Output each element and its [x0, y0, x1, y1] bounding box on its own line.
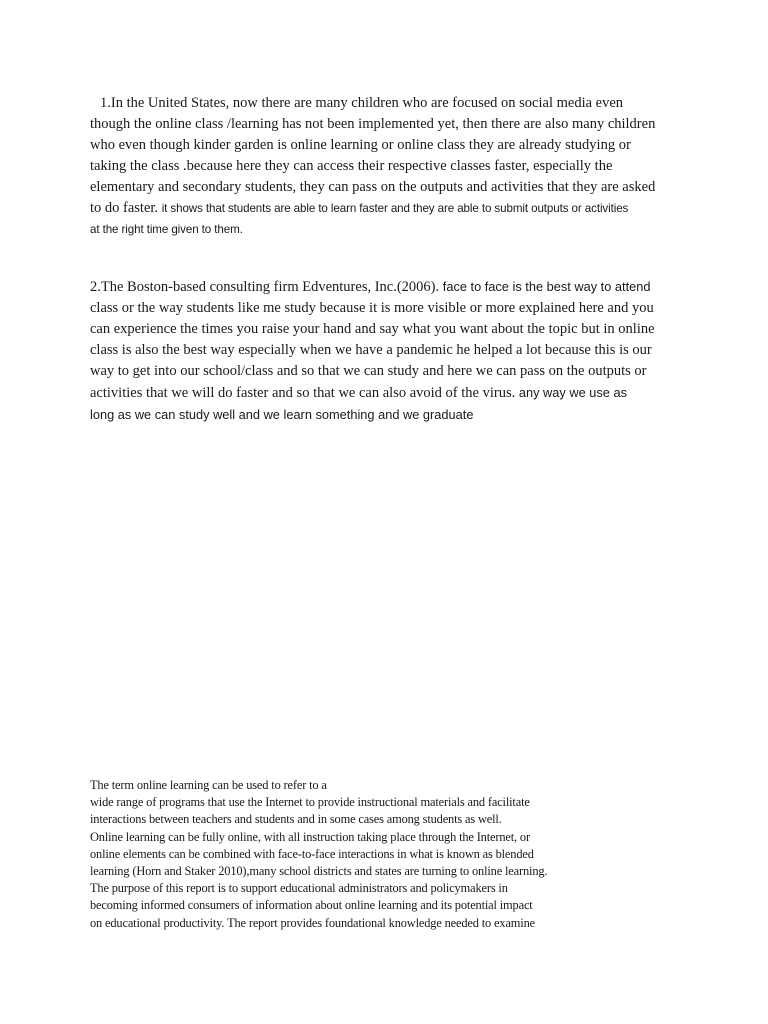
paragraph-3-line: interactions between teachers and students and in some cases among students as well.: [90, 812, 502, 827]
paragraph-1-line: though the online class /learning has not been implemented yet, then there are also many children: [90, 116, 656, 132]
paragraph-2-text-sans: face to face is the best way to attend: [442, 279, 651, 294]
paragraph-3-line: becoming informed consumers of information about online learning and its potential impact: [90, 898, 533, 913]
paragraph-2-line-mixed: [90, 276, 710, 298]
paragraph-1-text-serif: to do faster.: [90, 200, 159, 216]
paragraph-2-line: can experience the times you raise your hand and say what you want about the topic but in online: [90, 321, 655, 337]
paragraph-2-text-serif: activities that we will do faster and so that we can also avoid of the virus.: [90, 385, 516, 401]
paragraph-2-citation: 2.The Boston-based consulting firm Edventures, Inc.(2006).: [90, 279, 440, 295]
paragraph-3-line: online elements can be combined with face-to-face interactions in what is known as blended: [90, 846, 534, 861]
paragraph-3-line: on educational productivity. The report provides foundational knowledge needed to examine: [90, 915, 535, 930]
paragraph-3-line: The term online learning can be used to refer to a: [90, 778, 327, 792]
paragraph-3-line: Online learning can be fully online, with all instruction taking place through the Internet, or: [90, 829, 530, 844]
paragraph-2: [90, 276, 710, 425]
paragraph-1-line: elementary and secondary students, they can pass on the outputs and activities that they are asked: [90, 179, 656, 195]
paragraph-2-line: class is also the best way especially when we have a pandemic he helped a lot because this is our: [90, 342, 652, 358]
paragraph-1-line: 1.In the United States, now there are many children who are focused on social media even: [100, 95, 624, 111]
paragraph-2-line: class or the way students like me study because it is more visible or more explained here and you: [90, 300, 654, 316]
paragraph-2-line: way to get into our school/class and so that we can study and here we can pass on the outputs or: [90, 363, 647, 379]
paragraph-2-line-mixed: [90, 382, 710, 404]
paragraph-2-line: long as we can study well and we learn something and we graduate: [90, 407, 474, 422]
paragraph-1-line: at the right time given to them.: [90, 223, 243, 236]
paragraph-1-line-mixed: [90, 198, 710, 219]
paragraph-3-line: wide range of programs that use the Internet to provide instructional materials and facilitate: [90, 795, 530, 810]
paragraph-3-line: learning (Horn and Staker 2010),many school districts and states are turning to online learning.: [90, 864, 548, 879]
paragraph-3: [90, 777, 650, 932]
paragraph-1-text-sans: it shows that students are able to learn faster and they are able to submit outputs or activities: [161, 202, 629, 215]
paragraph-2-text-sans: any way we use as: [518, 385, 627, 400]
paragraph-1-line: taking the class .because here they can access their respective classes faster, especially the: [90, 158, 613, 174]
paragraph-1-line: who even though kinder garden is online learning or online class they are already studying or: [90, 137, 631, 153]
paragraph-3-line: The purpose of this report is to support educational administrators and policymakers in: [90, 881, 508, 896]
paragraph-1: [90, 93, 710, 240]
